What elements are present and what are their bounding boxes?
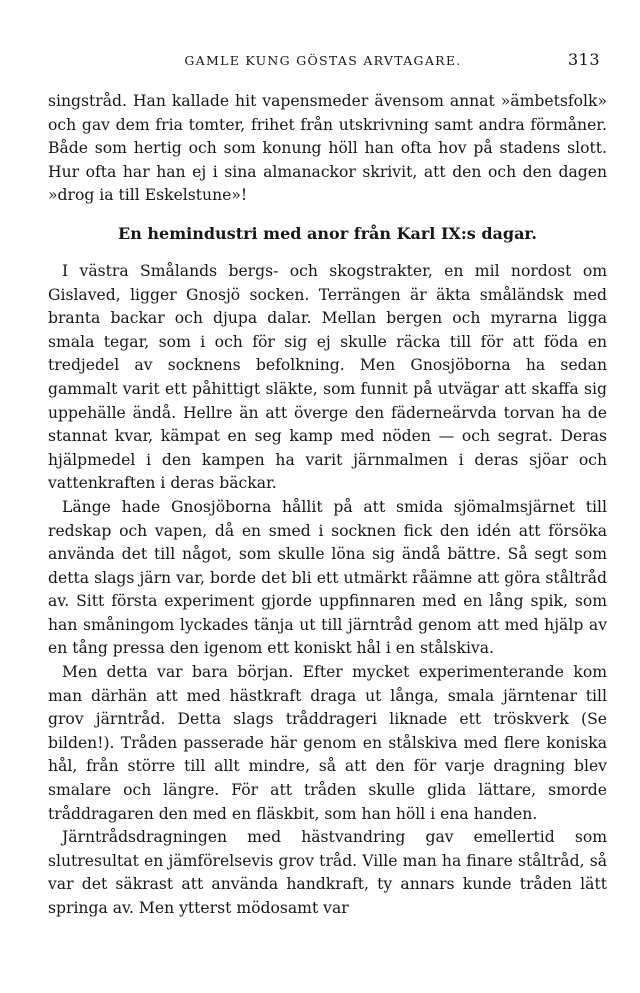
paragraph: I västra Smålands bergs- och skogstrakter, en mil nordost om Gislaved, ligger Gnosjö socken. Terrängen är äkta småländsk med branta backar och djupa dalar. Mellan bergen och myrarna ligga smala tegar, som i och för sig ej skulle räcka till för att föda en tredjedel av socknens befolkning. Men Gnosjöborna ha sedan gammalt varit ett påhittigt släkte, som funnit på utvägar att skaffa sig uppehälle ändå. Hellre än att överge den fäderneärvda torvan ha de stannat kvar, kämpat en seg kamp med nöden — och segrat. Deras hjälpmedel i den kampen ha varit järnmalmen i deras sjöar och vattenkraften i deras bäckar. [48,261,607,493]
page-header [48,50,600,74]
running-title: GAMLE KUNG GÖSTAS ARVTAGARE. [184,53,462,68]
section-heading: En hemindustri med anor från Karl IX:s dagar. [118,223,537,243]
paragraph-continued: singstråd. Han kallade hit vapensmeder ävensom annat »ämbetsfolk» och gav dem fria tomter, frihet från utskrivning samt andra förmåner. Både som hertig och som konung höll han ofta hov på stadens slott. Hur ofta har han ej i sina almanackor skrivit, att den och den dagen »drog ia till Eskelstune»! [48,92,607,205]
paragraph: Järntrådsdragningen med hästvandring gav emellertid som slutresultat en jämförelsevis grov tråd. Ville man ha finare ståltråd, så var det säkrast att använda handkraft, ty annars kunde tråden lätt springa av. Men ytterst mödosamt var [48,828,607,917]
paragraph: Länge hade Gnosjöborna hållit på att smida sjömalmsjärnet till redskap och vapen, då en smed i socknen fick den idén att försöka använda det till något, som skulle löna sig ändå bättre. Så segt som detta slags järn var, borde det bli ett utmärkt råämne att göra ståltråd av. Sitt första experiment gjorde uppfinnaren med en lång spik, som han småningom lyckades tänja ut till järntråd genom att med hjälp av en tång pressa den igenom ett koniskt hål i en stålskiva. [48,497,607,658]
paragraph: Men detta var bara början. Efter mycket experimenterande kom man därhän att med hästkraft draga ut långa, smala järntenar till grov järntråd. Detta slags tråddrageri liknade ett tröskverk (Se bilden!). Tråden passerade här genom en stålskiva med flere koniska hål, från större till allt mindre, så att den för varje dragning blev smalare och längre. För att tråden skulle glida lättare, smorde tråddragaren den med en fläskbit, som han höll i ena handen. [48,663,607,823]
page-number: 313 [567,50,600,69]
body-text [48,90,607,921]
